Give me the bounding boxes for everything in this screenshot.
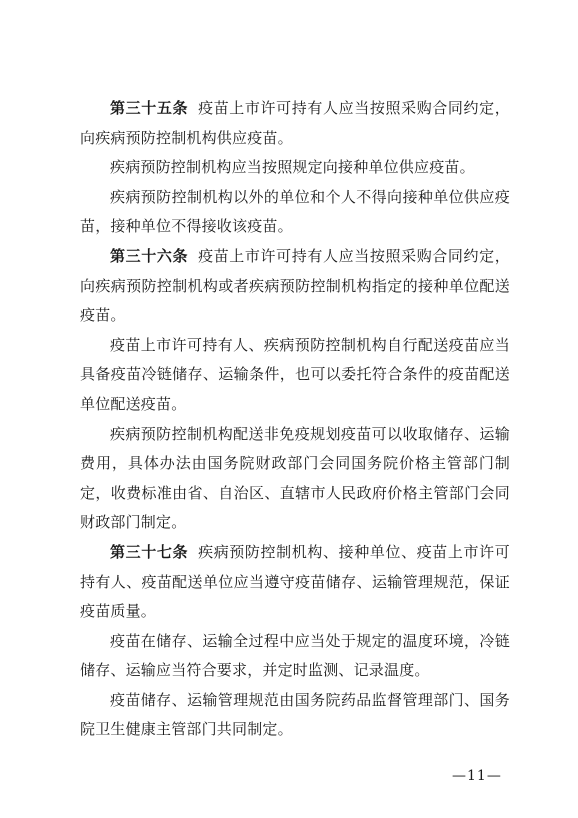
paragraph-text: 疾病预防控制机构应当按照规定向接种单位供应疫苗。 [110,158,475,177]
paragraph-text: 疾病预防控制机构配送非免疫规划疫苗可以收取储存、运输费用，具体办法由国务院财政部门会同国务院价格主管部门制定，收费标准由省、自治区、直辖市人民政府价格主管部门会同财政部门制定。 [80,424,510,532]
paragraph [80,538,510,627]
paragraph-text: 疫苗上市许可持有人应当按照采购合同约定，向疾病预防控制机构供应疫苗。 [80,99,510,147]
paragraph [80,242,510,331]
page-number: —11— [452,768,502,784]
paragraph [80,331,510,420]
paragraph-text: 疾病预防控制机构、接种单位、疫苗上市许可持有人、疫苗配送单位应当遵守疫苗储存、运输管理规范，保证疫苗质量。 [80,542,510,621]
paragraph-text: 疫苗储存、运输管理规范由国务院药品监督管理部门、国务院卫生健康主管部门共同制定。 [80,690,510,739]
paragraph [80,420,510,538]
document-body [80,94,510,745]
paragraph-text: 疾病预防控制机构以外的单位和个人不得向接种单位供应疫苗，接种单位不得接收该疫苗。 [80,187,510,236]
paragraph-text: 疫苗上市许可持有人、疾病预防控制机构自行配送疫苗应当具备疫苗冷链储存、运输条件，也可以委托符合条件的疫苗配送单位配送疫苗。 [80,335,510,413]
paragraph [80,153,510,183]
paragraph-text: 疫苗上市许可持有人应当按照采购合同约定，向疾病预防控制机构或者疾病预防控制机构指定的接种单位配送疫苗。 [80,246,510,325]
paragraph [80,627,510,686]
paragraph [80,183,510,242]
paragraph [80,94,510,153]
article-label: 第三十六条 [110,246,189,265]
article-label: 第三十五条 [110,99,189,117]
paragraph-text: 疫苗在储存、运输全过程中应当处于规定的温度环境，冷链储存、运输应当符合要求，并定时监测、记录温度。 [80,631,510,680]
article-label: 第三十七条 [110,542,189,561]
paragraph [80,686,510,745]
